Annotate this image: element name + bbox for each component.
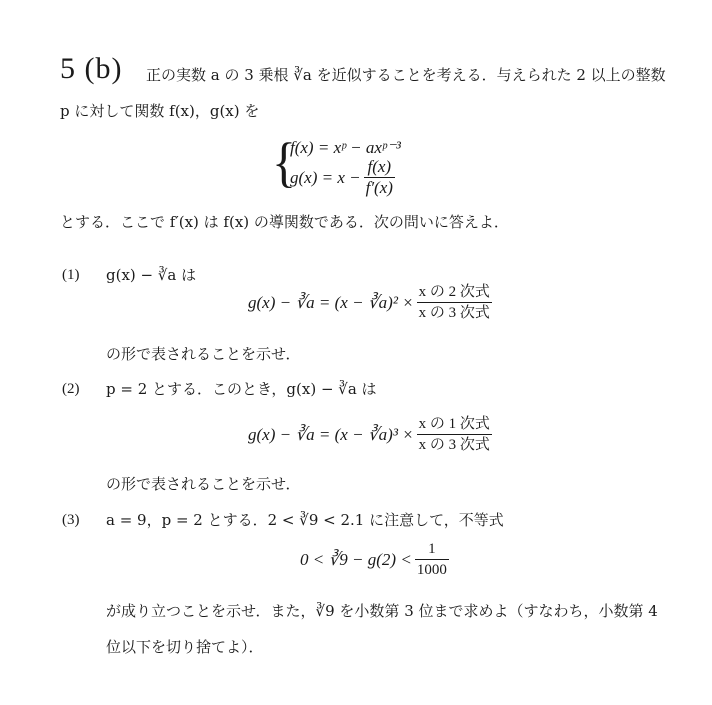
q1-fraction [417,283,492,322]
q2-equation-lhs: g(x) − ∛a = (x − ∛a)³ × [248,424,414,444]
q3-inequality [300,540,452,579]
q3-tail-line-1: が成り立つことを示せ．また，∛9 を小数第 3 位まで求めよ（すなわち，小数第 4 [106,602,658,620]
definition-brace: { [272,131,296,193]
q1-equation [248,283,495,322]
q1-stem: g(x) − ∛a は [106,266,197,284]
problem-heading: 5 (b) [60,52,123,85]
q3-tail-line-2: 位以下を切り捨てよ）． [106,638,264,656]
q1-label: (1) [62,267,80,283]
definition-g-fraction [364,158,395,197]
q2-tail: の形で表されることを示せ． [106,475,301,493]
q2-equation [248,415,495,454]
q3-label: (3) [62,512,80,528]
q3-inequality-lhs: 0 < ∛9 − g(2) < [300,549,412,569]
q3-denominator: 1000 [416,562,447,578]
definition-f: f(x) = xᵖ − axᵖ⁻³ [290,138,401,157]
definition-g-numerator: f(x) [367,157,392,176]
q2-denominator: x の 3 次式 [418,437,490,453]
q2-label: (2) [62,381,80,397]
q2-numerator: x の 1 次式 [418,416,490,432]
q3-stem: a = 9，p = 2 とする．2 < ∛9 < 2.1 に注意して，不等式 [106,511,504,529]
intro-line-2: p に対して関数 f(x)，g(x) を [60,102,260,120]
q1-equation-lhs: g(x) − ∛a = (x − ∛a)² × [248,292,414,312]
definition-g-lhs: g(x) = x − [290,167,361,187]
q3-numerator: 1 [428,541,436,557]
q2-stem: p = 2 とする．このとき，g(x) − ∛a は [106,380,377,398]
after-definition-text: とする．ここで f′(x) は f(x) の導関数である．次の問いに答えよ． [60,213,509,231]
definition-g-denominator: f′(x) [365,178,393,197]
q1-tail: の形で表されることを示せ． [106,345,301,363]
q1-denominator: x の 3 次式 [418,305,490,321]
q3-fraction [415,540,449,579]
q2-fraction [417,415,492,454]
q1-numerator: x の 2 次式 [418,284,490,300]
definition-g [290,158,398,197]
intro-line-1: 正の実数 a の 3 乗根 ∛a を近似することを考える．与えられた 2 以上の整数 [146,66,666,84]
